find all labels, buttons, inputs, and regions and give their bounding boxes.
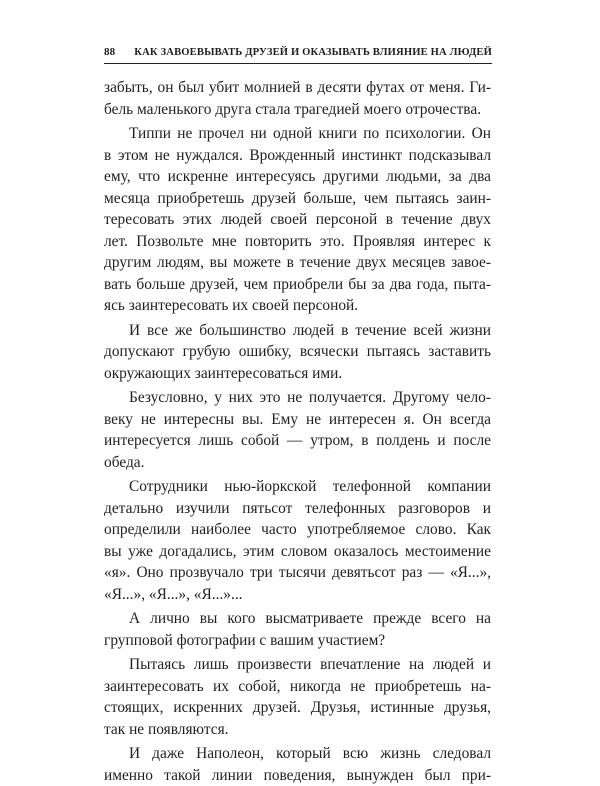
text-line: И даже Наполеон, который всю жизнь следовал	[104, 743, 491, 765]
text-line: тересовать этих людей своей персоной в течение двух	[104, 209, 491, 231]
paragraph	[104, 77, 491, 120]
text-line: Сотрудники нью-йоркской телефонной компании	[104, 476, 491, 498]
text-line: в этом не нуждался. Врожденный инстинкт подсказывал	[104, 145, 491, 167]
text-line: Безусловно, у них это не получается. Другому чело-	[104, 387, 491, 409]
text-line: лет. Позвольте мне повторить это. Проявляя интерес к	[104, 231, 491, 253]
text-line: А лично вы кого высматриваете прежде всего на	[104, 608, 491, 630]
paragraph	[104, 320, 491, 385]
text-line: стоящих, искренних друзей. Друзья, истинные друзья,	[104, 697, 491, 719]
text-line: вы уже догадались, этим словом оказалось местоимение	[104, 541, 491, 563]
text-line: допускают грубую ошибку, всячески пытаясь заставить	[104, 341, 491, 363]
text-line: другим людям, вы можете в течение двух месяцев завое-	[104, 252, 491, 274]
text-line: окружающих заинтересоваться ими.	[104, 363, 491, 385]
paragraph	[104, 387, 491, 473]
paragraph	[104, 654, 491, 740]
page-number: 88	[104, 46, 115, 58]
text-line: интересуется лишь собой — утром, в полдень и после	[104, 430, 491, 452]
paragraph	[104, 608, 491, 651]
paragraph	[104, 476, 491, 605]
text-line: заинтересовать их собой, никогда не приобретешь на-	[104, 676, 491, 698]
text-line: забыть, он был убит молнией в десяти футах от меня. Ги-	[104, 77, 491, 99]
text-line: так не появляются.	[104, 719, 491, 741]
text-line: «Я...», «Я...», «Я...»...	[104, 584, 491, 606]
text-line: определили наиболее часто употребляемое слово. Как	[104, 519, 491, 541]
text-line: детально изучили пятьсот телефонных разговоров и	[104, 498, 491, 520]
text-line: «я». Оно прозвучало три тысячи девятьсот раз — «Я...»,	[104, 562, 491, 584]
body-text	[104, 77, 491, 786]
text-line: веку не интересны вы. Ему не интересен я. Он всегда	[104, 409, 491, 431]
text-line: групповой фотографии с вашим участием?	[104, 630, 491, 652]
text-line: вать больше друзей, чем приобрели бы за два года, пыта-	[104, 274, 491, 296]
text-line: бель маленького друга стала трагедией моего отрочества.	[104, 99, 491, 121]
text-line: ему, что искренне интересуясь другими людьми, за два	[104, 166, 491, 188]
running-title: КАК ЗАВОЕВЫВАТЬ ДРУЗЕЙ И ОКАЗЫВАТЬ ВЛИЯНИЕ НА ЛЮДЕЙ	[134, 47, 492, 58]
running-header	[104, 46, 492, 64]
text-line: И все же большинство людей в течение всей жизни	[104, 320, 491, 342]
paragraph	[104, 743, 491, 786]
text-line: Типпи не прочел ни одной книги по психологии. Он	[104, 123, 491, 145]
text-line: Пытаясь лишь произвести впечатление на людей и	[104, 654, 491, 676]
paragraph	[104, 123, 491, 317]
text-line: месяца приобретешь друзей больше, чем пытаясь заин-	[104, 188, 491, 210]
text-line: именно такой линии поведения, вынужден был при-	[104, 765, 491, 786]
text-line: обеда.	[104, 452, 491, 474]
text-line: ясь заинтересовать их своей персоной.	[104, 295, 491, 317]
